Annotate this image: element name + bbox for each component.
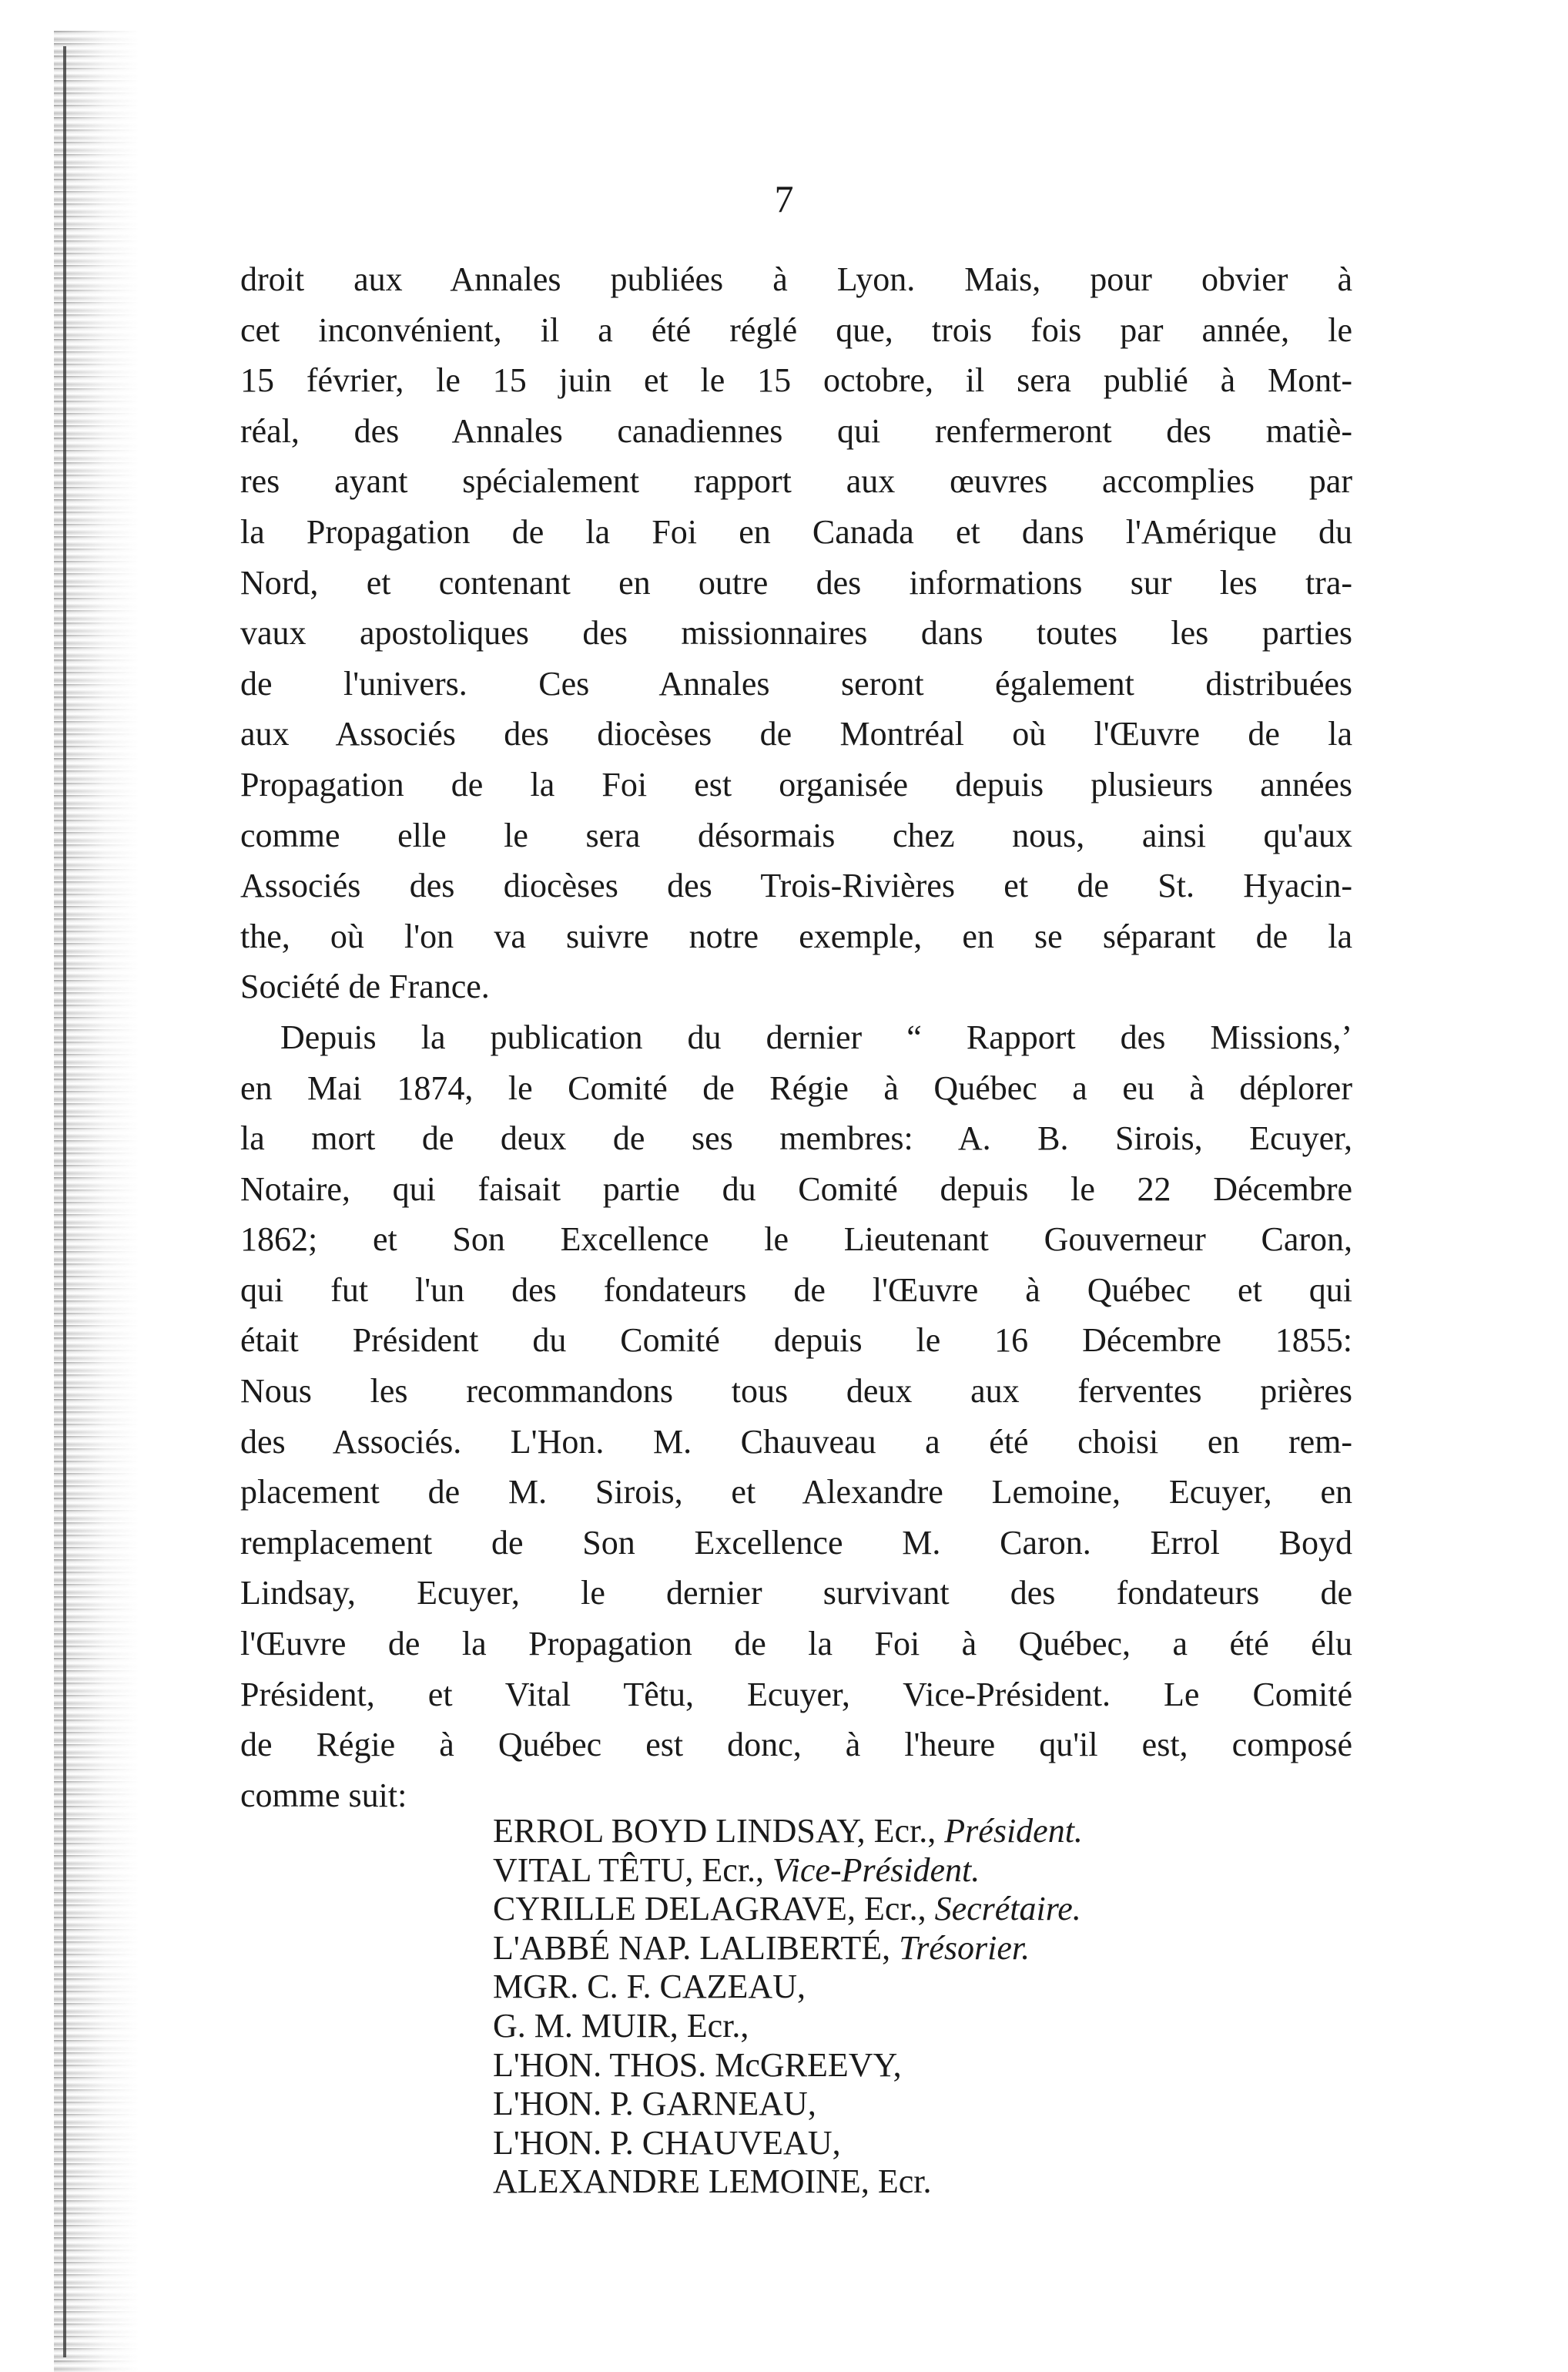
member-name: L'HON. P. GARNEAU, bbox=[493, 2085, 816, 2123]
member-role: Secrétaire. bbox=[934, 1890, 1081, 1928]
binding-shadow bbox=[54, 31, 139, 2372]
text-line: Propagation de la Foi est organisée depuis plusieurs années bbox=[240, 765, 1352, 804]
text-line: Nord, et contenant en outre des informations sur les tra- bbox=[240, 563, 1352, 602]
text-line: Président, et Vital Têtu, Ecuyer, Vice-Président. Le Comité bbox=[240, 1675, 1352, 1713]
committee-member bbox=[493, 1812, 1355, 1851]
body-text bbox=[240, 254, 1352, 1820]
member-name: ALEXANDRE LEMOINE, Ecr. bbox=[493, 2162, 932, 2201]
member-name: L'ABBÉ NAP. LALIBERTÉ, bbox=[493, 1928, 900, 1967]
text-line: Associés des diocèses des Trois-Rivières et de St. Hyacin- bbox=[240, 867, 1352, 905]
text-line: comme suit: bbox=[240, 1776, 407, 1814]
member-name: L'HON. THOS. McGREEVY, bbox=[493, 2045, 902, 2084]
text-line: des Associés. L'Hon. M. Chauveau a été choisi en rem- bbox=[240, 1422, 1352, 1461]
page-number: 7 bbox=[774, 177, 794, 220]
text-line: réal, des Annales canadiennes qui renfermeront des matiè- bbox=[240, 411, 1352, 450]
member-name: VITAL TÊTU, Ecr., bbox=[493, 1850, 773, 1889]
committee-member bbox=[493, 2046, 1355, 2085]
text-line: la mort de deux de ses membres: A. B. Sirois, Ecuyer, bbox=[240, 1119, 1352, 1158]
text-line: Depuis la publication du dernier “ Rapport des Missions,’ bbox=[280, 1018, 1352, 1056]
text-line: l'Œuvre de la Propagation de la Foi à Québec, a été élu bbox=[240, 1625, 1352, 1663]
text-line: the, où l'on va suivre notre exemple, en se séparant de la bbox=[240, 917, 1352, 955]
committee-member bbox=[493, 2162, 1355, 2202]
committee-member bbox=[493, 1890, 1355, 1929]
member-name: L'HON. P. CHAUVEAU, bbox=[493, 2123, 841, 2162]
text-line: la Propagation de la Foi en Canada et dans l'Amérique du bbox=[240, 512, 1352, 551]
text-line: Nous les recommandons tous deux aux ferventes prières bbox=[240, 1372, 1352, 1411]
member-name: G. M. MUIR, Ecr., bbox=[493, 2006, 749, 2045]
committee-member bbox=[493, 1851, 1355, 1891]
committee-member bbox=[493, 1929, 1355, 1968]
committee-member bbox=[493, 1968, 1355, 2007]
text-line: de Régie à Québec est donc, à l'heure qu'il est, composé bbox=[240, 1726, 1352, 1764]
text-line: 1862; et Son Excellence le Lieutenant Gouverneur Caron, bbox=[240, 1220, 1352, 1259]
text-line: comme elle le sera désormais chez nous, ainsi qu'aux bbox=[240, 816, 1352, 854]
member-role: Trésorier. bbox=[899, 1928, 1030, 1967]
text-line: de l'univers. Ces Annales seront également distribuées bbox=[240, 664, 1352, 703]
member-name: ERROL BOYD LINDSAY, Ecr., bbox=[493, 1812, 945, 1850]
text-line: 15 février, le 15 juin et le 15 octobre, il sera publié à Mont- bbox=[240, 361, 1352, 400]
binding-edge-line bbox=[63, 46, 66, 2357]
text-line: aux Associés des diocèses de Montréal où l'Œuvre de la bbox=[240, 715, 1352, 753]
text-line: remplacement de Son Excellence M. Caron. Errol Boyd bbox=[240, 1523, 1352, 1562]
member-name: MGR. C. F. CAZEAU, bbox=[493, 1968, 806, 2006]
member-role: Vice-Président. bbox=[772, 1850, 980, 1889]
committee-member bbox=[493, 2085, 1355, 2124]
text-line: Société de France. bbox=[240, 968, 490, 1006]
committee-member bbox=[493, 2124, 1355, 2163]
text-line: Notaire, qui faisait partie du Comité depuis le 22 Décembre bbox=[240, 1169, 1352, 1208]
text-line: placement de M. Sirois, et Alexandre Lemoine, Ecuyer, en bbox=[240, 1473, 1352, 1511]
text-line: vaux apostoliques des missionnaires dans toutes les parties bbox=[240, 614, 1352, 653]
committee-list bbox=[493, 1812, 1355, 2202]
committee-member bbox=[493, 2007, 1355, 2046]
text-line: droit aux Annales publiées à Lyon. Mais, pour obvier à bbox=[240, 260, 1352, 298]
text-line: était Président du Comité depuis le 16 Décembre 1855: bbox=[240, 1321, 1352, 1360]
text-line: cet inconvénient, il a été réglé que, trois fois par année, le bbox=[240, 310, 1352, 349]
member-role: Président. bbox=[944, 1812, 1083, 1850]
text-line: qui fut l'un des fondateurs de l'Œuvre à Québec et qui bbox=[240, 1270, 1352, 1309]
member-name: CYRILLE DELAGRAVE, Ecr., bbox=[493, 1890, 935, 1928]
text-line: res ayant spécialement rapport aux œuvres accomplies par bbox=[240, 462, 1352, 501]
text-line: Lindsay, Ecuyer, le dernier survivant des fondateurs de bbox=[240, 1574, 1352, 1612]
text-line: en Mai 1874, le Comité de Régie à Québec a eu à déplorer bbox=[240, 1069, 1352, 1107]
